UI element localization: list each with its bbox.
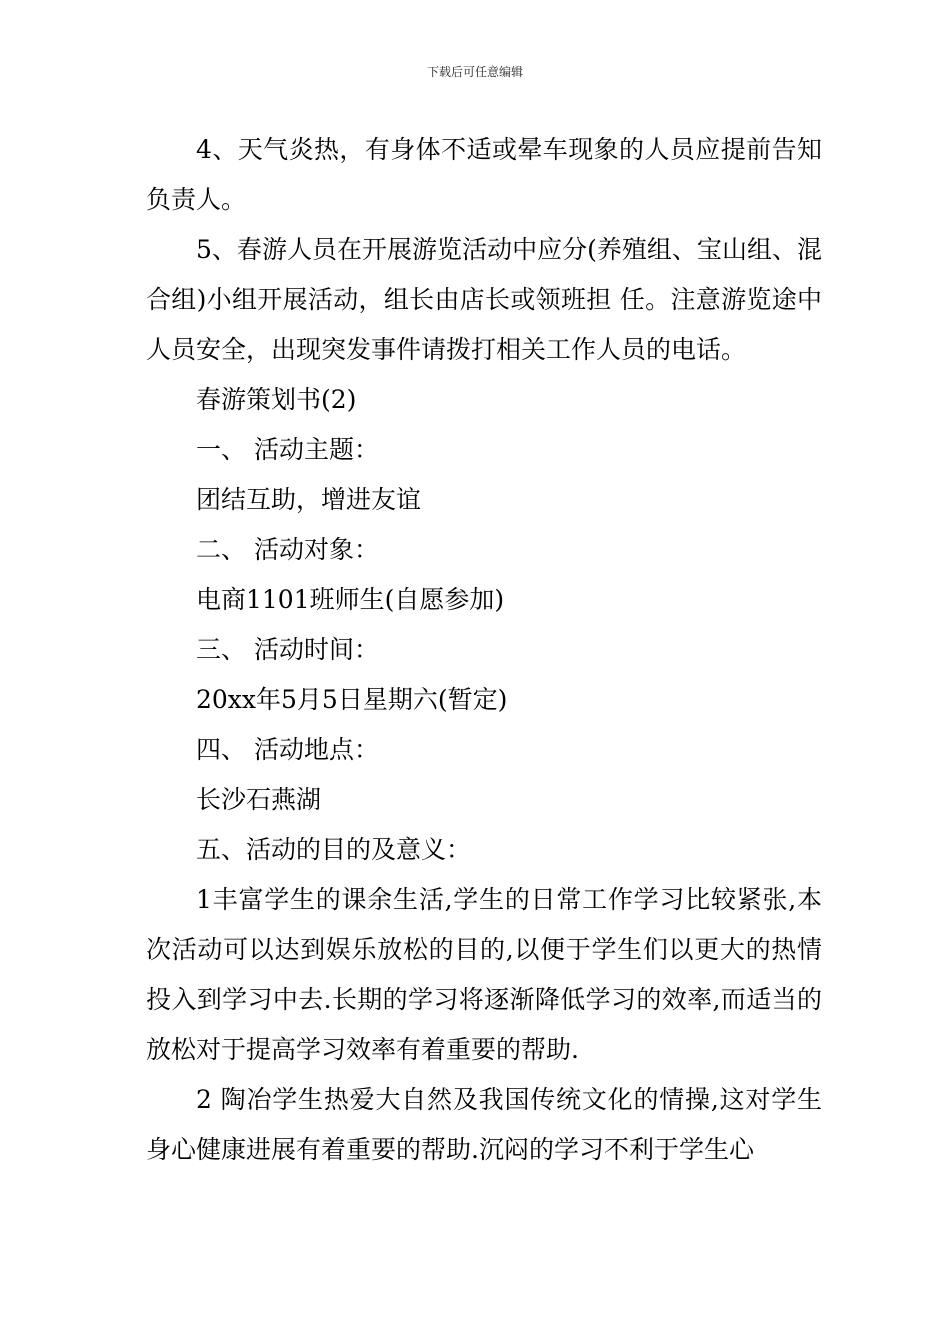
section-3-content: 20xx年5月5日星期六(暂定) bbox=[196, 685, 508, 714]
section-4-content: 长沙石燕湖 bbox=[196, 785, 322, 814]
purpose-paragraph-1: 1丰富学生的课余生活,学生的日常工作学习比较紧张,本次活动可以达到娱乐放松的目的,以便于学生们以更大的热情投入到学习中去.长期的学习将逐渐降低学习的效率,而适当的放松对于提高学习效率有着重要的帮助. bbox=[146, 885, 822, 1064]
document-body bbox=[146, 125, 822, 1175]
paragraph-item-5: 5、春游人员在开展游览活动中应分(养殖组、宝山组、混合组)小组开展活动，组长由店长或领班担 任。注意游览途中人员安全，出现突发事件请拨打相关工作人员的电话。 bbox=[146, 235, 822, 364]
purpose-paragraph-2: 2 陶冶学生热爱大自然及我国传统文化的情操,这对学生身心健康进展有着重要的帮助.沉闷的学习不利于学生心 bbox=[146, 1085, 822, 1164]
section-5-heading: 五、活动的目的及意义： bbox=[196, 835, 472, 864]
section-2-content: 电商1101班师生(自愿参加) bbox=[196, 585, 505, 614]
paragraph-item-4: 4、天气炎热，有身体不适或晕车现象的人员应提前告知负责人。 bbox=[146, 135, 822, 214]
section-title: 春游策划书(2) bbox=[196, 385, 357, 414]
section-3-heading: 三、 活动时间： bbox=[196, 635, 379, 664]
section-2-heading: 二、 活动对象： bbox=[196, 535, 379, 564]
section-1-heading: 一、 活动主题： bbox=[196, 435, 379, 464]
section-4-heading: 四、 活动地点： bbox=[196, 735, 379, 764]
section-1-content: 团结互助，增进友谊 bbox=[196, 485, 422, 514]
page-header: 下载后可任意编辑 bbox=[426, 65, 523, 79]
